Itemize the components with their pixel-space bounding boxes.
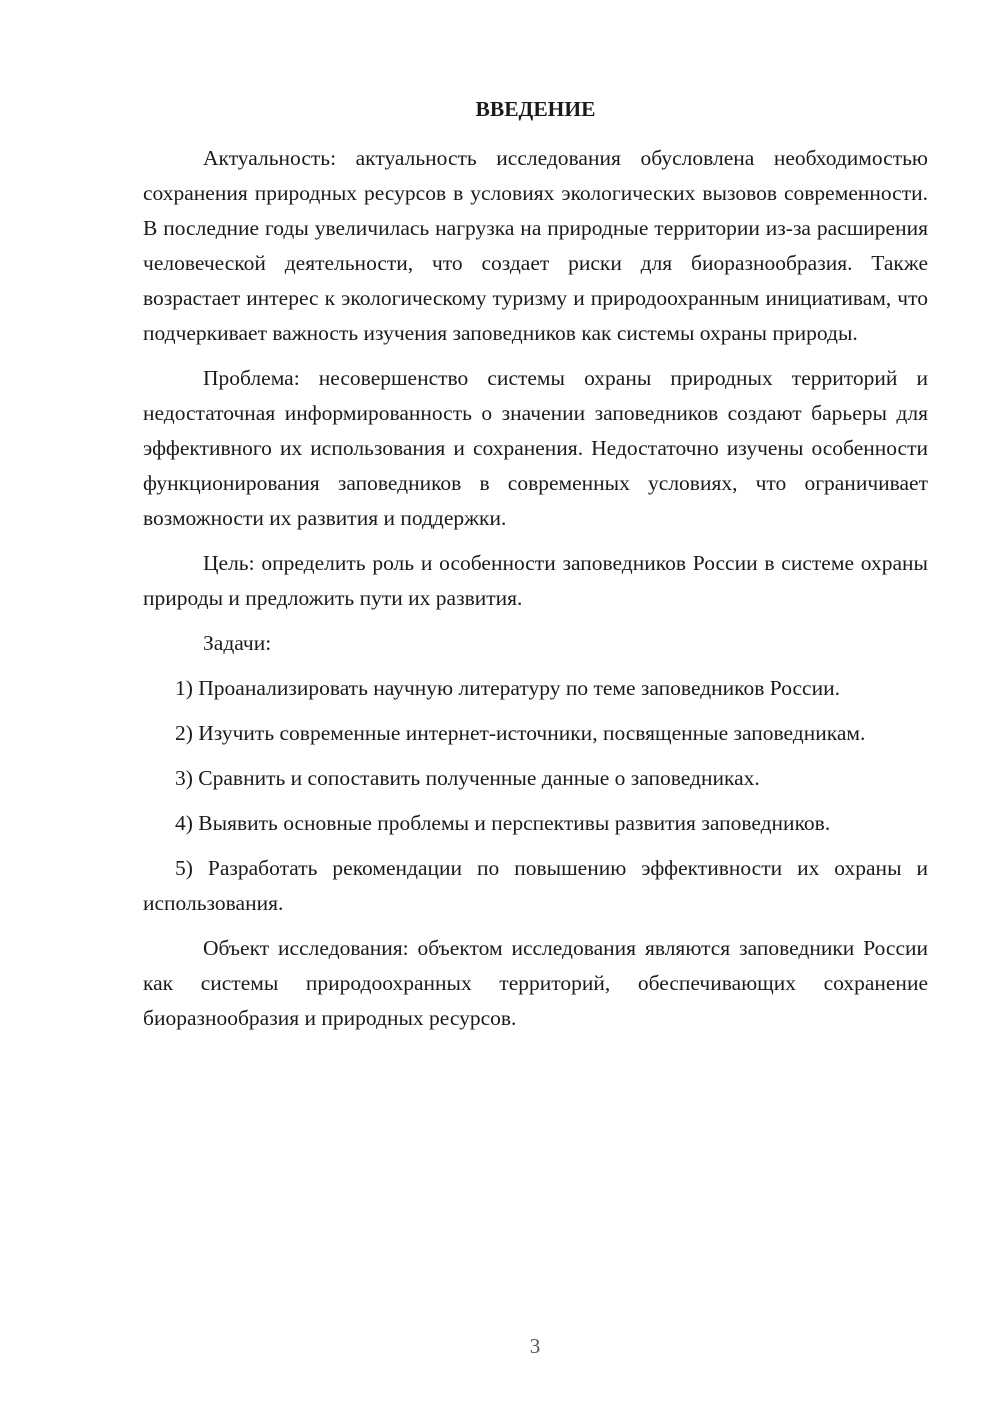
- page-number: 3: [529, 1334, 541, 1358]
- tasks-label: Задачи:: [203, 631, 272, 655]
- list-item: 2) Изучить современные интернет-источники, посвященные заповедникам.: [175, 721, 866, 745]
- list-item: 3) Сравнить и сопоставить полученные данные о заповедниках.: [175, 766, 760, 790]
- paragraph-problem: Проблема: несовершенство системы охраны природных территорий и недостаточная информированность о значении заповедников создают барьеры для эффективного их использования и сохранения. Недостаточно изучены особенности функционирования заповедников в современных условиях, что ограничивает возможности их развития и поддержки.: [143, 366, 928, 530]
- document-page: [143, 92, 928, 1046]
- tasks-list: [143, 671, 928, 921]
- page-title: ВВЕДЕНИЕ: [475, 97, 596, 121]
- list-item: 1) Проанализировать научную литературу по теме заповедников России.: [175, 676, 840, 700]
- paragraph-object: Объект исследования: объектом исследования являются заповедники России как системы природоохранных территорий, обеспечивающих сохранение биоразнообразия и природных ресурсов.: [143, 936, 928, 1030]
- paragraph-relevance: Актуальность: актуальность исследования обусловлена необходимостью сохранения природных ресурсов в условиях экологических вызовов современности. В последние годы увеличилась нагрузка на природные территории из-за расширения человеческой деятельности, что создает риски для биоразнообразия. Также возрастает интерес к экологическому туризму и природоохранным инициативам, что подчеркивает важность изучения заповедников как системы охраны природы.: [143, 146, 928, 345]
- list-item: 4) Выявить основные проблемы и перспективы развития заповедников.: [175, 811, 831, 835]
- paragraph-goal: Цель: определить роль и особенности заповедников России в системе охраны природы и предложить пути их развития.: [143, 551, 928, 610]
- list-item: 5) Разработать рекомендации по повышению эффективности их охраны и использования.: [143, 856, 928, 915]
